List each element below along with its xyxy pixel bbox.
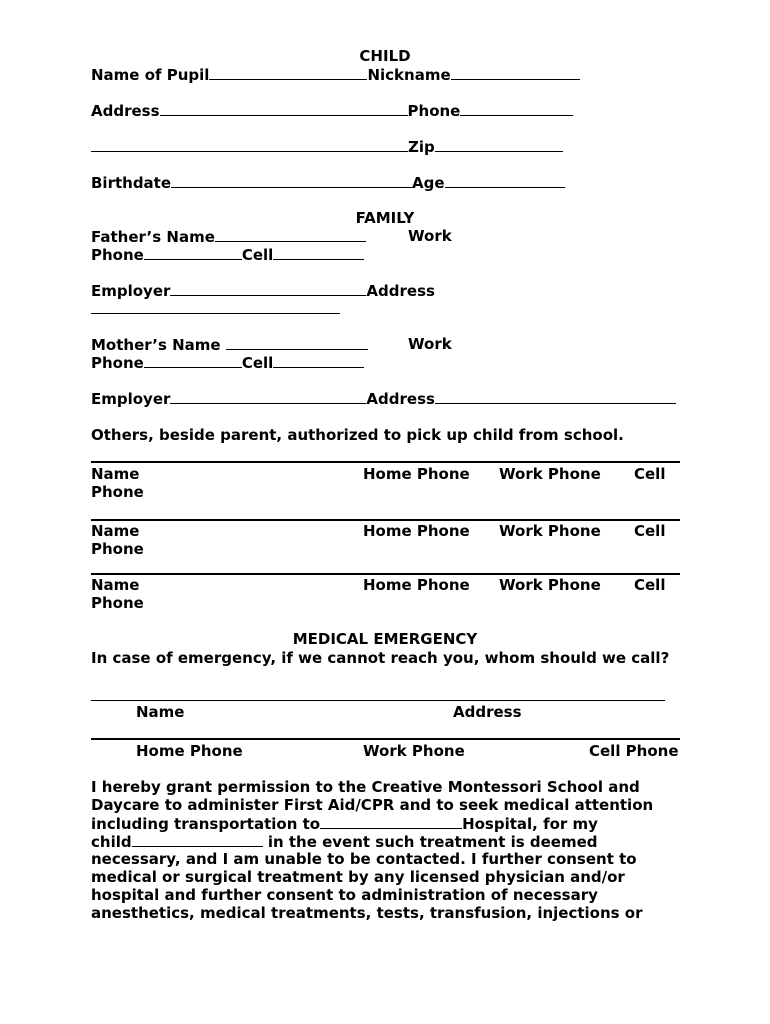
consent-line-6: medical or surgical treatment by any licensed physician and/or [91, 868, 625, 886]
nickname-field[interactable] [451, 65, 580, 80]
consent-line-5: necessary, and I am unable to be contacted. I further consent to [91, 850, 637, 868]
address-label: Address [91, 102, 160, 120]
mother-phone-label: Phone [91, 354, 144, 372]
mother-phone-row [91, 353, 364, 372]
emergency-question: In case of emergency, if we cannot reach you, whom should we call? [91, 649, 670, 667]
pupil-name-row [91, 65, 580, 84]
pickup-2-phone-label: Phone [91, 540, 144, 558]
pickup-3-work-phone-label: Work Phone [499, 576, 601, 594]
mother-name-field[interactable] [226, 335, 368, 350]
age-label: Age [412, 174, 445, 192]
pickup-3-home-phone-label: Home Phone [363, 576, 470, 594]
birthdate-label: Birthdate [91, 174, 172, 192]
pickup-1-phone-label: Phone [91, 483, 144, 501]
nickname-label: Nickname [367, 66, 451, 84]
consent-line-1: I hereby grant permission to the Creative Montessori School and [91, 778, 640, 796]
medical-heading: MEDICAL EMERGENCY [292, 630, 478, 648]
father-phone-row [91, 245, 364, 264]
father-employer-field[interactable] [170, 281, 366, 296]
mother-row [91, 335, 368, 354]
mother-employer-label: Employer [91, 390, 171, 408]
mother-address-field[interactable] [435, 389, 676, 404]
mother-employer-field[interactable] [170, 389, 366, 404]
father-name-label: Father’s Name [91, 228, 215, 246]
father-address-field[interactable] [91, 299, 340, 314]
father-row [91, 227, 366, 246]
phone-label: Phone [407, 102, 461, 120]
pickup-2-work-phone-label: Work Phone [499, 522, 601, 540]
pickup-1-work-phone-label: Work Phone [499, 465, 601, 483]
child-heading: CHILD [359, 47, 411, 65]
father-employer-row [91, 281, 435, 300]
emergency-phones-line[interactable] [91, 738, 680, 740]
birthdate-row [91, 173, 565, 192]
pupil-name-field[interactable] [209, 65, 367, 80]
mother-address-label: Address [366, 390, 435, 408]
consent-line-3 [91, 814, 598, 833]
mother-cell-field[interactable] [273, 353, 364, 368]
zip-field[interactable] [435, 137, 563, 152]
consent-line-4-start: child [91, 833, 132, 851]
family-heading: FAMILY [355, 209, 415, 227]
mother-employer-row [91, 389, 676, 408]
father-phone-label: Phone [91, 246, 144, 264]
pickup-1-name-label: Name [91, 465, 140, 483]
zip-label: Zip [408, 138, 435, 156]
consent-line-4-end: in the event such treatment is deemed [262, 833, 598, 851]
emergency-name-label: Name [136, 703, 185, 721]
child-name-field[interactable] [132, 832, 263, 847]
hospital-field[interactable] [320, 814, 462, 829]
pickup-1-line[interactable] [91, 461, 680, 463]
address-field[interactable] [160, 101, 408, 116]
mother-work-phone-field[interactable] [144, 353, 242, 368]
pickup-1-home-phone-label: Home Phone [363, 465, 470, 483]
father-address-label: Address [366, 282, 435, 300]
mother-name-label: Mother’s Name [91, 336, 221, 354]
emergency-cell-phone-label: Cell Phone [589, 742, 679, 760]
address-row [91, 101, 573, 120]
emergency-home-phone-label: Home Phone [136, 742, 243, 760]
birthdate-field[interactable] [171, 173, 412, 188]
phone-field[interactable] [460, 101, 573, 116]
emergency-address-label: Address [453, 703, 522, 721]
father-address-line [91, 299, 340, 318]
emergency-work-phone-label: Work Phone [363, 742, 465, 760]
consent-line-4 [91, 832, 598, 851]
consent-line-7: hospital and further consent to administration of necessary [91, 886, 598, 904]
father-employer-label: Employer [91, 282, 171, 300]
mother-work-label: Work [408, 335, 452, 353]
pickup-3-cell-label: Cell [634, 576, 666, 594]
father-work-phone-field[interactable] [144, 245, 242, 260]
pickup-3-phone-label: Phone [91, 594, 144, 612]
father-work-label: Work [408, 227, 452, 245]
pickup-2-name-label: Name [91, 522, 140, 540]
consent-line-3-start: including transportation to [91, 815, 321, 833]
father-cell-field[interactable] [273, 245, 364, 260]
pickup-intro: Others, beside parent, authorized to pick up child from school. [91, 426, 624, 444]
father-name-field[interactable] [215, 227, 366, 242]
consent-line-3-end: Hospital, for my [462, 815, 598, 833]
consent-line-8: anesthetics, medical treatments, tests, transfusion, injections or [91, 904, 643, 922]
mother-cell-label: Cell [241, 354, 274, 372]
pickup-2-line[interactable] [91, 519, 680, 521]
consent-line-2: Daycare to administer First Aid/CPR and to seek medical attention [91, 796, 654, 814]
pickup-2-cell-label: Cell [634, 522, 666, 540]
father-cell-label: Cell [241, 246, 274, 264]
pupil-name-label: Name of Pupil [91, 66, 210, 84]
age-field[interactable] [445, 173, 565, 188]
pickup-3-name-label: Name [91, 576, 140, 594]
pickup-1-cell-label: Cell [634, 465, 666, 483]
pickup-2-home-phone-label: Home Phone [363, 522, 470, 540]
address-line-2-field[interactable] [91, 137, 408, 152]
emergency-name-address-line[interactable] [91, 700, 665, 701]
zip-row [91, 137, 563, 156]
pickup-3-line[interactable] [91, 573, 680, 575]
